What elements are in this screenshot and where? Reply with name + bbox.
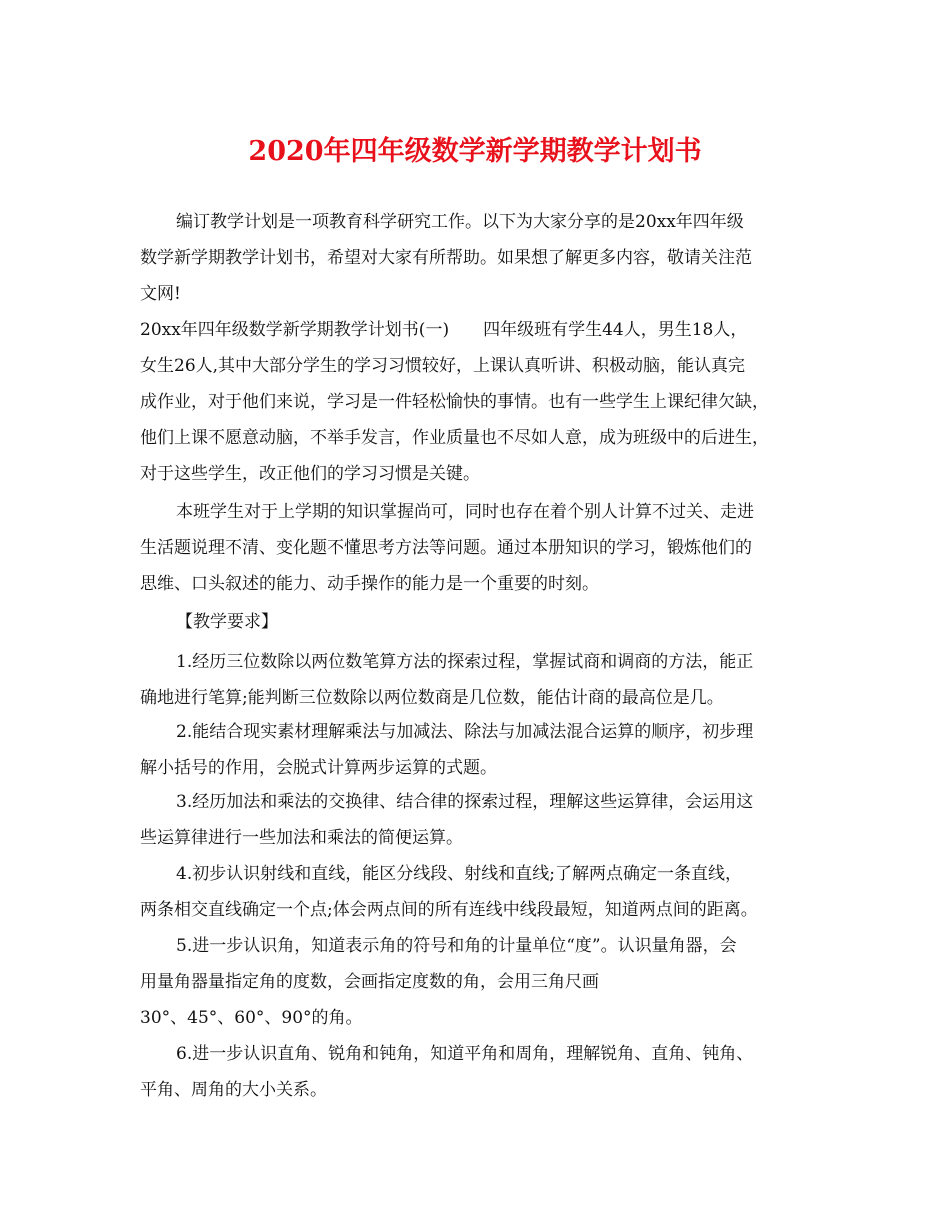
text-line: 他们上课不愿意动脑，不举手发言，作业质量也不尽如人意，成为班级中的后进生， — [140, 428, 769, 448]
requirement-item-2 — [140, 714, 820, 786]
section-heading-requirements — [140, 604, 820, 640]
requirement-item-4 — [140, 856, 820, 928]
text-line: 本班学生对于上学期的知识掌握尚可，同时也存在着个别人计算不过关、走进 — [176, 502, 754, 522]
text-line: 2.能结合现实素材理解乘法与加减法、除法与加减法混合运算的顺序，初步理 — [176, 722, 754, 742]
text-line: 文网! — [140, 284, 181, 304]
text-line: 1.经历三位数除以两位数笔算方法的探索过程，掌握试商和调商的方法，能正 — [176, 652, 754, 672]
text-line: 30°、45°、60°、90°的角。 — [140, 1008, 363, 1028]
text-line: 两条相交直线确定一个点;体会两点间的所有连线中线段最短，知道两点间的距离。 — [140, 900, 758, 920]
text-line: 【教学要求】 — [176, 612, 278, 632]
document-title: 2020年四年级数学新学期教学计划书 — [248, 136, 702, 167]
paragraph-knowledge — [140, 494, 820, 602]
text-line: 些运算律进行一些加法和乘法的简便运算。 — [140, 828, 463, 848]
paragraph-intro — [140, 204, 820, 312]
text-line: 3.经历加法和乘法的交换律、结合律的探索过程，理解这些运算律，会运用这 — [176, 792, 754, 812]
text-line: 解小括号的作用，会脱式计算两步运算的式题。 — [140, 758, 497, 778]
requirement-item-5 — [140, 928, 820, 1036]
text-line: 5.进一步认识角，知道表示角的符号和角的计量单位“度”。认识量角器，会 — [176, 936, 737, 956]
text-line: 20xx年四年级数学新学期教学计划书(一) 四年级班有学生44人，男生18人， — [140, 320, 748, 340]
text-line: 数学新学期教学计划书，希望对大家有所帮助。如果想了解更多内容，敬请关注范 — [140, 248, 752, 268]
text-line: 成作业，对于他们来说，学习是一件轻松愉快的事情。也有一些学生上课纪律欠缺， — [140, 392, 769, 412]
text-line: 女生26人,其中大部分学生的学习习惯较好，上课认真听讲、积极动脑，能认真完 — [140, 356, 746, 376]
text-line: 对于这些学生，改正他们的学习习惯是关键。 — [140, 464, 480, 484]
paragraph-class-overview — [140, 312, 820, 492]
text-line: 4.初步认识射线和直线，能区分线段、射线和直线;了解两点确定一条直线， — [176, 864, 742, 884]
text-line: 确地进行笔算;能判断三位数除以两位数商是几位数，能估计商的最高位是几。 — [140, 688, 724, 708]
requirement-item-6 — [140, 1036, 820, 1108]
text-line: 用量角器量指定角的度数，会画指定度数的角，会用三角尺画 — [140, 972, 599, 992]
text-line: 编订教学计划是一项教育科学研究工作。以下为大家分享的是20xx年四年级 — [176, 212, 744, 232]
text-line: 思维、口头叙述的能力、动手操作的能力是一个重要的时刻。 — [140, 574, 599, 594]
text-line: 平角、周角的大小关系。 — [140, 1080, 327, 1100]
text-line: 生活题说理不清、变化题不懂思考方法等问题。通过本册知识的学习，锻炼他们的 — [140, 538, 752, 558]
text-line: 6.进一步认识直角、锐角和钝角，知道平角和周角，理解锐角、直角、钝角、 — [176, 1044, 754, 1064]
requirement-item-1 — [140, 644, 820, 716]
requirement-item-3 — [140, 784, 820, 856]
